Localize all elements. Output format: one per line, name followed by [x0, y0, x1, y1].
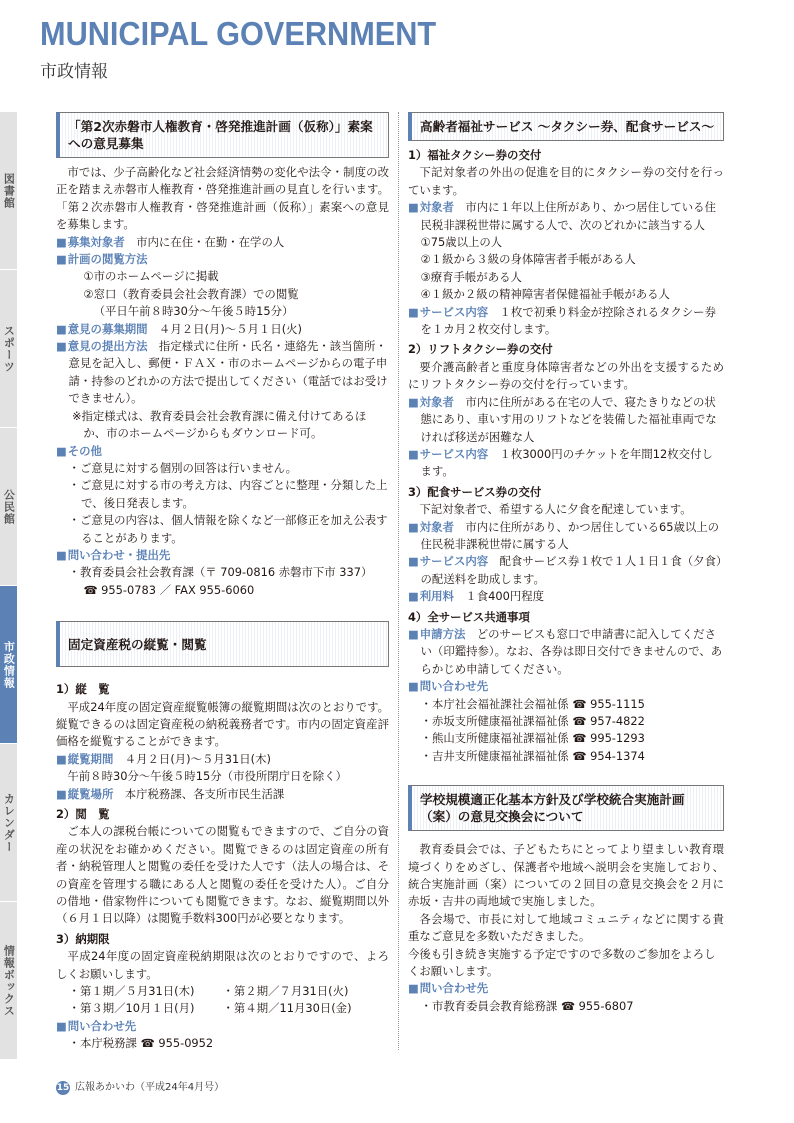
contact-label: ■ 問い合わせ先 — [408, 678, 724, 695]
target-text: 市内に住所がある在宅の人で、寝たきりなどの状態にあり、車いす用のリフトなどを装備した福祉車両でなければ移送が困難な人 — [420, 394, 717, 444]
service-text: １枚で初乗り料金が控除されるタクシー券を１カ月２枚交付します。 — [420, 304, 716, 337]
method-label: ■ 計画の閲覧方法 — [56, 251, 389, 268]
right-column — [408, 112, 724, 1015]
contact-phone: ☎ 955-0783 ／ FAX 955-6060 — [83, 582, 255, 597]
period-time: 午前８時30分～午後５時15分（市役所閉庁日を除く） — [67, 769, 347, 784]
contact-label: ■ 問い合わせ先 — [56, 1018, 389, 1035]
contact-item: ・ 熊山支所健康福祉課福祉係 ☎ 995-1293 — [408, 730, 724, 747]
target-row — [408, 519, 724, 554]
sidebar-tab-community-center[interactable]: 公民館 — [0, 428, 17, 586]
period-text: ４月２日(月)～５月１日(火) — [158, 321, 302, 336]
contact-item: ・ 市教育委員会教育総務課 ☎ 955-6807 — [408, 998, 724, 1015]
article-title-school-plan: 学校規模適正化基本方針及び学校統合実施計画（案）の意見交換会について — [408, 785, 724, 831]
target-text: 市内に在住・在勤・在学の人 — [136, 234, 285, 249]
sidebar-tab-info-box[interactable]: 情報ボックス — [0, 902, 17, 1060]
method-item: ②窓口（教育委員会社会教育課）での閲覧 — [83, 286, 299, 301]
service-label: ■ サービス内容 — [408, 554, 488, 568]
sidebar-tab-library[interactable]: 図書館 — [0, 112, 17, 270]
paragraph: 平成24年度の固定資産縦覧帳簿の縦覧期間は次のとおりです。縦覧できるのは固定資産税の納税義務者です。市内の固定資産評価格を縦覧することができます。 — [56, 699, 389, 749]
other-item: ・ ご意見の内容は、個人情報を除くなど一部修正を加え公表することがあります。 — [56, 512, 389, 547]
service-row — [408, 446, 724, 481]
subheading: 3）配食サービス券の交付 — [408, 484, 542, 499]
fee-label: ■ 利用料 — [408, 589, 454, 603]
subheading: 4）全サービス共通事項 — [408, 609, 530, 624]
period-label: ■ 縦覧期間 — [56, 752, 113, 766]
place-text: 本庁税務課、各支所市民生活課 — [124, 786, 285, 801]
due-date-row — [56, 1000, 389, 1017]
method-item: ①市のホームページに掲載 — [83, 269, 219, 284]
target-row — [56, 234, 389, 251]
contact-item: ・ 本庁社会福祉課社会福祉係 ☎ 955-1115 — [408, 696, 724, 713]
service-row — [408, 553, 724, 588]
method-hours: （平日午前８時30分～午後５時15分） — [93, 304, 294, 319]
article-intro: 市では、少子高齢化など社会経済情勢の変化や法令・制度の改正を踏まえ赤磐市人権教育・啓発推進計画の見直しを行います。「第２次赤磐市人権教育・啓発推進計画（仮称）」素案への意見を募集します。 — [56, 165, 389, 232]
due-date: ・ 第３期／10月１日(月) — [56, 1000, 223, 1017]
subheading: 2）リフトタクシー券の交付 — [408, 342, 553, 357]
page-header-title: MUNICIPAL GOVERNMENT — [40, 15, 437, 52]
paragraph: 下記対象者で、希望する人に夕食を配達しています。 — [419, 502, 692, 517]
apply-text: どのサービスも窓口で申請書に記入してください（印鑑持参）。なお、各券は即日交付できませんので、あらかじめ申請してください。 — [420, 626, 723, 676]
paragraph: 下記対象者の外出の促進を目的にタクシー券の交付を行っています。 — [408, 165, 724, 197]
service-label: ■ サービス内容 — [408, 305, 488, 319]
target-text: 市内に住所があり、かつ居住している65歳以上の住民税非課税世帯に属する人 — [420, 519, 720, 551]
section-sidebar — [0, 112, 27, 1060]
contact-item: ・ 吉井支所健康福祉課福祉係 ☎ 954-1374 — [408, 748, 724, 765]
page-header-subtitle: 市政情報 — [40, 62, 108, 82]
due-date: ・ 第２期／７月31日(火) — [223, 983, 390, 1000]
service-row — [408, 304, 724, 339]
contact-label: ■ 問い合わせ先 — [408, 980, 724, 997]
submit-label: ■ 意見の提出方法 — [56, 339, 148, 353]
submit-text: 指定様式に住所・氏名・連絡先・該当箇所・意見を記入し、郵便・ＦＡＸ・市のホームページからの電子申請・持参のどれかの方法で提出してください（電話ではお受けできません）。 — [68, 339, 388, 406]
eligibility-item: ②１級から３級の身体障害者手帳がある人 — [420, 252, 636, 267]
sidebar-tab-calendar[interactable]: カレンダー — [0, 744, 17, 902]
contact-label: ■ 問い合わせ・提出先 — [56, 547, 389, 564]
submit-note: ※指定様式は、教育委員会社会教育課に備え付けてあるほか、市のホームページからもダウンロード可。 — [71, 408, 367, 441]
eligibility-item: ④１級か２級の精神障害者保健福祉手帳がある人 — [420, 287, 670, 302]
page-number: 15 — [56, 1083, 70, 1093]
fee-row — [408, 588, 724, 605]
other-item: ・ ご意見に対する市の考え方は、内容ごとに整理・分類した上で、後日発表します。 — [56, 477, 389, 512]
article-title-human-rights: 「第2次赤磐市人権教育・啓発推進計画（仮称）」素案への意見募集 — [56, 112, 389, 158]
target-row — [408, 394, 724, 446]
service-label: ■ サービス内容 — [408, 447, 488, 461]
target-label: ■ 対象者 — [408, 520, 454, 534]
paragraph: 平成24年度の固定資産税納期限は次のとおりですので、よろしくお願いします。 — [56, 949, 389, 981]
sidebar-tab-city-info[interactable]: 市政情報 — [0, 586, 17, 744]
service-text: 配食サービス券１枚で１人１日１食（夕食）の配送料を助成します。 — [420, 554, 722, 586]
target-label: ■ 募集対象者 — [56, 235, 125, 249]
left-column — [56, 112, 389, 1053]
page-footer — [56, 1081, 224, 1095]
contact-item: ・ 赤坂支所健康福祉課福祉係 ☎ 957-4822 — [408, 713, 724, 730]
subheading: 2）閲 覧 — [56, 807, 110, 821]
subheading: 1）福祉タクシー券の交付 — [408, 148, 542, 162]
other-item: ・ ご意見に対する個別の回答は行いません。 — [56, 460, 389, 477]
submit-row — [56, 338, 389, 408]
subheading: 1）縦 覧 — [56, 682, 110, 697]
paragraph: ご本人の課税台帳についての閲覧もできますので、ご自分の資産の状況をお確かめください。閲覧できるのは固定資産の所有者・納税管理人と閲覧の委任を受けた人です（法人の場合は、その資産を管理する職にある人と閲覧の委任を受けた人）。ご自分の借地・借家物件についても閲覧できます。なお、縦覧期間以外（６月１日以降）は閲覧手数料300円が必要となります。 — [56, 824, 389, 926]
target-row — [408, 199, 724, 234]
apply-label: ■ 申請方法 — [408, 627, 465, 641]
publication-name: 広報あかいわ（平成24年4月号） — [75, 1082, 225, 1093]
fee-text: １食400円程度 — [465, 589, 545, 604]
place-label: ■ 縦覧場所 — [56, 787, 113, 801]
paragraph: 各会場で、市長に対して地域コミュニティなどに関する貴重なご意見を多数いただきました。 — [408, 911, 724, 944]
service-text: １枚3000円のチケットを年間12枚交付します。 — [420, 446, 713, 479]
period-text: ４月２日(月)～５月31日(木) — [124, 751, 271, 766]
article-title-property-tax: 固定資産税の縦覧・閲覧 — [56, 621, 389, 667]
contact-item: ・ 教育委員会社会教育課（〒 709-0816 赤磐市下市 337） — [56, 564, 389, 581]
place-row — [56, 786, 389, 803]
subheading: 3）納期限 — [56, 931, 110, 946]
sidebar-tab-sports[interactable]: スポーツ — [0, 270, 17, 428]
period-label: ■ 意見の募集期間 — [56, 322, 148, 336]
target-text: 市内に１年以上住所があり、かつ居住している住民税非課税世帯に属する人で、次のどれかに該当する人 — [420, 200, 716, 232]
paragraph: 教育委員会では、子どもたちにとってより望ましい教育環境づくりをめざし、保護者や地域へ説明会を実施しており、統合実施計画（案）についての２回目の意見交換会を２月に赤坂・吉井の両地域で実施しました。 — [408, 842, 724, 909]
article-title-elderly-welfare: 高齢者福祉サービス ～タクシー券、配食サービス～ — [408, 112, 724, 141]
paragraph: 要介護高齢者と重度身体障害者などの外出を支援するためにリフトタクシー券の交付を行っています。 — [408, 359, 724, 392]
target-label: ■ 対象者 — [408, 395, 454, 409]
paragraph: 今後も引き続き実施する予定ですので多数のご参加をよろしくお願いします。 — [408, 946, 716, 979]
period-row — [56, 751, 389, 768]
other-label: ■ その他 — [56, 443, 389, 460]
column-divider — [398, 112, 399, 1050]
eligibility-item: ③療育手帳がある人 — [420, 269, 522, 284]
period-row — [56, 321, 389, 338]
due-date-row — [56, 983, 389, 1000]
due-date: ・ 第１期／５月31日(木) — [56, 983, 223, 1000]
eligibility-item: ①75歳以上の人 — [420, 235, 503, 250]
target-label: ■ 対象者 — [408, 200, 454, 214]
apply-row — [408, 626, 724, 678]
due-date: ・ 第４期／11月30日(金) — [223, 1000, 390, 1017]
contact-item: ・ 本庁税務課 ☎ 955-0952 — [56, 1035, 389, 1052]
